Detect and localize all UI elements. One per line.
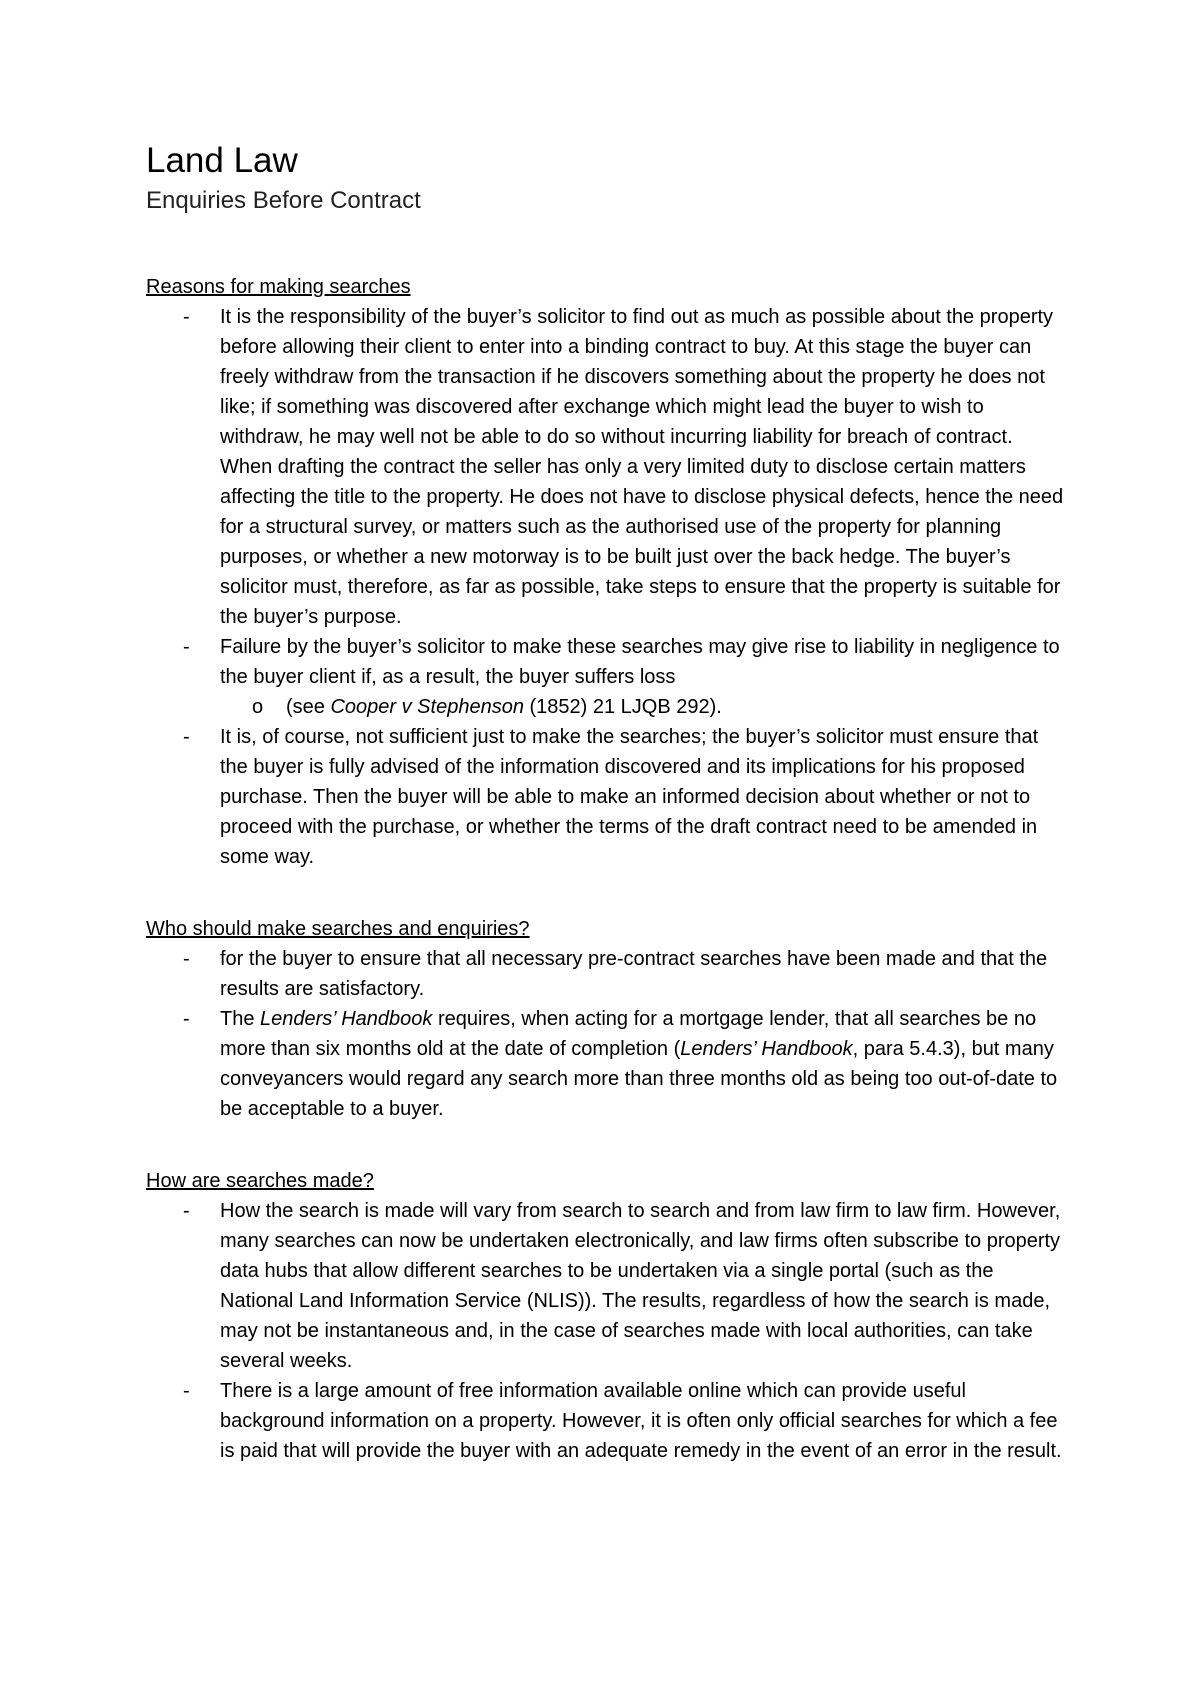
list-item-text: It is, of course, not sufficient just to make the searches; the buyer’s solicitor must ensure that the buyer is fully advised of the information discovered and its implications for his proposed purchase. Then the buyer will be able to make an informed decision about whether or not to proceed with the purchase, or whether the terms of the draft contract need to be amended in some way. [220, 726, 1039, 868]
case-citation-prefix: (see [286, 696, 331, 718]
lenders-text-part1: The [220, 1008, 261, 1030]
dash-bullet: - [183, 636, 190, 658]
lenders-text-part3: , para 5.4.3), but many conveyancers would regard any search more than three months old as being too out-of-date to be acceptable to a buyer. [220, 1038, 1058, 1120]
list-item [146, 722, 1066, 872]
dash-bullet: - [183, 306, 190, 328]
list-item-text: There is a large amount of free information available online which can provide useful background information on a property. However, it is often only official searches for which a fee is paid that will provide the buyer with an adequate remedy in the event of an error in the result. [220, 1380, 1062, 1462]
document-title: Land Law [146, 141, 298, 180]
section-how-searches-made [146, 1166, 1066, 1466]
list-item-text: It is the responsibility of the buyer’s solicitor to find out as much as possible about the property before allowing their client to enter into a binding contract to buy. At this stage the buyer can freely withdraw from the transaction if he discovers something about the property he does not like; if something was discovered after exchange which might lead the buyer to wish to withdraw, he may well not be able to do so without incurring liability for breach of contract. When drafting the contract the seller has only a very limited duty to disclose certain matters affecting the title to the property. He does not have to disclose physical defects, hence the need for a structural survey, or matters such as the authorised use of the property for planning purposes, or whether a new motorway is to be built just over the back hedge. The buyer’s solicitor must, therefore, as far as possible, take steps to ensure that the property is suitable for the buyer’s purpose. [220, 306, 1064, 628]
section-who-should-search [146, 914, 1066, 1124]
list-item-text: How the search is made will vary from search to search and from law firm to law firm. However, many searches can now be undertaken electronically, and law firms often subscribe to property data hubs that allow different searches to be undertaken via a single portal (such as the National Land Information Service (NLIS)). The results, regardless of how the search is made, may not be instantaneous and, in the case of searches made with local authorities, can take several weeks. [220, 1200, 1061, 1372]
dash-bullet: - [183, 948, 190, 970]
lenders-handbook-title: Lenders’ Handbook [680, 1038, 853, 1060]
list-item-text: Failure by the buyer’s solicitor to make these searches may give rise to liability in negligence to the buyer client if, as a result, the buyer suffers loss [220, 636, 1060, 688]
bullet-list [146, 944, 1066, 1124]
section-heading: Reasons for making searches [146, 276, 411, 298]
dash-bullet: - [183, 1380, 190, 1402]
document-subtitle: Enquiries Before Contract [146, 187, 421, 214]
list-item [146, 1196, 1066, 1376]
list-item [146, 632, 1066, 692]
list-item-text: for the buyer to ensure that all necessary pre-contract searches have been made and that the results are satisfactory. [220, 948, 1048, 1000]
list-item [146, 1376, 1066, 1466]
bullet-list [146, 1196, 1066, 1466]
document-page [146, 140, 1066, 1466]
case-citation-suffix: (1852) 21 LJQB 292). [523, 696, 722, 718]
sub-list-item [146, 692, 1066, 722]
section-reasons [146, 272, 1066, 872]
list-item [146, 1004, 1066, 1124]
case-name: Cooper v Stephenson [330, 696, 524, 718]
list-item [146, 944, 1066, 1004]
dash-bullet: - [183, 1008, 190, 1030]
dash-bullet: - [183, 1200, 190, 1222]
lenders-text-part2: requires, when acting for a mortgage lender, that all searches be no more than six months old at the date of completion ( [220, 1008, 1037, 1060]
lenders-handbook-title: Lenders’ Handbook [260, 1008, 433, 1030]
dash-bullet: - [183, 726, 190, 748]
section-heading: Who should make searches and enquiries? [146, 918, 530, 940]
circle-bullet: o [252, 696, 264, 718]
bullet-list [146, 302, 1066, 872]
list-item [146, 302, 1066, 632]
section-heading: How are searches made? [146, 1170, 374, 1192]
